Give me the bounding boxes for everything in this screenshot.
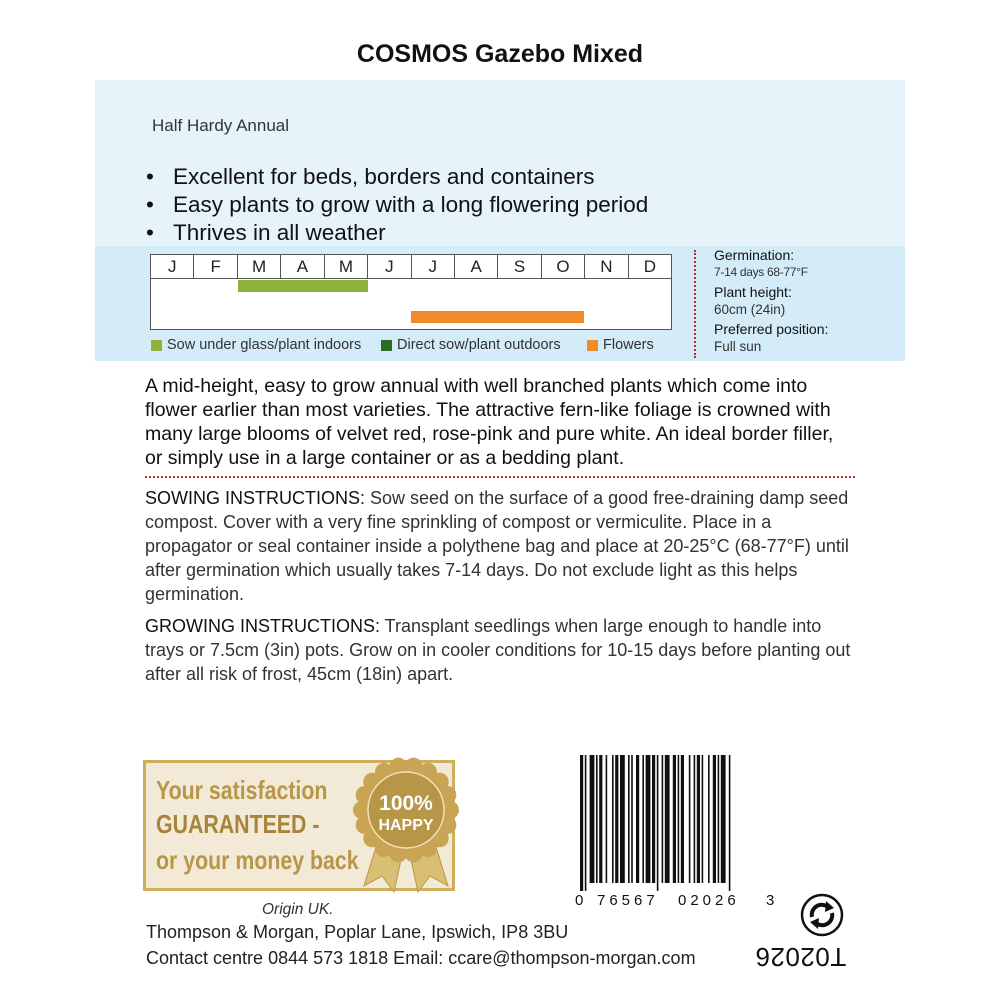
barcode-bar	[689, 755, 691, 883]
growing-text: Transplant seedlings when large enough to handle into trays or 7.5cm (3in) pots. Grow on in cooler conditions for 10-15 days before planting out after all risk of frost, 45cm (18in) apart.	[145, 616, 851, 684]
feature-item: • Thrives in all weather	[146, 220, 386, 245]
info-divider	[694, 250, 696, 358]
barcode-bar	[642, 755, 644, 883]
guarantee-line: GUARANTEED -	[156, 809, 320, 839]
barcode-bar	[702, 755, 704, 883]
barcode-bar	[713, 755, 716, 883]
seal-percent: 100%	[379, 792, 433, 815]
barcode-bar	[662, 755, 664, 883]
guarantee-line: or your money back	[156, 845, 359, 875]
germination-value: 7-14 days 68-77°F	[714, 265, 808, 279]
bullet-icon: •	[146, 220, 154, 245]
contact-info: Contact centre 0844 573 1818 Email: ccare@thompson-morgan.com	[146, 948, 696, 968]
barcode-bar	[657, 755, 659, 891]
position-label: Preferred position:	[714, 321, 829, 337]
barcode-digit: 3	[766, 892, 775, 909]
month-cell: A	[455, 255, 498, 278]
legend-swatch	[587, 340, 598, 351]
germination-label: Germination:	[714, 247, 795, 263]
barcode-bar	[708, 755, 710, 883]
legend-swatch	[381, 340, 392, 351]
month-cell: M	[238, 255, 281, 278]
feature-list	[146, 163, 648, 247]
barcode-bar	[646, 755, 651, 883]
barcode-bar	[694, 755, 696, 883]
barcode-bar	[636, 755, 639, 883]
legend-sow-indoors: Sow under glass/plant indoors	[151, 337, 361, 353]
bullet-icon: •	[146, 192, 154, 217]
origin: Origin UK.	[262, 901, 334, 918]
happy-seal-icon	[350, 754, 462, 894]
section-divider	[145, 476, 855, 478]
barcode-bar	[652, 755, 655, 883]
barcode-digit: 0	[575, 892, 584, 909]
month-cell: A	[281, 255, 324, 278]
sowing-text: Sow seed on the surface of a good free-draining damp seed compost. Cover with a very fine sprinkling of compost or vermiculite. Place in a propagator or seal container inside a polythene bag and place at 20-25°C (68-77°F) until after germination which usually takes 7-14 days. Do not exclude light as this helps germination.	[145, 488, 849, 604]
growing-instructions	[145, 614, 855, 686]
barcode-bar	[631, 755, 633, 883]
month-cell: J	[368, 255, 411, 278]
barcode-bar	[665, 755, 670, 883]
barcode	[575, 755, 775, 909]
barcode-bar	[697, 755, 700, 883]
barcode-bar	[585, 755, 587, 891]
month-cell: J	[412, 255, 455, 278]
guarantee-line: Your satisfaction	[156, 775, 328, 805]
barcode-bar	[628, 755, 630, 883]
calendar-bar-sow-indoors	[238, 280, 368, 292]
legend-swatch	[151, 340, 162, 351]
barcode-bar	[580, 755, 583, 891]
month-cell: N	[585, 255, 628, 278]
month-cell: O	[542, 255, 585, 278]
barcode-bar	[599, 755, 602, 883]
growing-info	[714, 247, 904, 358]
plant-type: Half Hardy Annual	[152, 116, 290, 135]
month-row	[151, 255, 671, 279]
calendar-bar-flowers	[411, 311, 584, 323]
barcode-bar	[718, 755, 720, 883]
product-code: T02026	[755, 942, 847, 972]
legend-flowers: Flowers	[587, 337, 654, 353]
description: A mid-height, easy to grow annual with well branched plants which come into flower earlier than most varieties. The attractive fern-like foliage is crowned with many large blooms of velvet red, rose-pink and pure white. An ideal border filler, or simply use in a large container or as a bedding plant.	[145, 375, 834, 469]
barcode-digit: 02026	[678, 892, 740, 909]
recycle-icon	[800, 893, 844, 937]
barcode-bar	[678, 755, 680, 883]
seal-word: HAPPY	[378, 817, 434, 834]
feature-item: • Excellent for beds, borders and containers	[146, 164, 595, 189]
height-value: 60cm (24in)	[714, 302, 786, 317]
feature-item: • Easy plants to grow with a long flowering period	[146, 192, 649, 217]
barcode-bar	[620, 755, 625, 883]
month-cell: S	[498, 255, 541, 278]
month-cell: M	[325, 255, 368, 278]
month-cell: J	[151, 255, 194, 278]
month-cell: F	[194, 255, 237, 278]
barcode-bar	[596, 755, 598, 883]
position-value: Full sun	[714, 339, 762, 354]
barcode-bar	[721, 755, 726, 883]
bullet-icon: •	[146, 164, 154, 189]
barcode-bar	[606, 755, 608, 883]
legend-direct-sow: Direct sow/plant outdoors	[381, 337, 561, 353]
sowing-heading: SOWING INSTRUCTIONS:	[145, 488, 365, 508]
barcode-bar	[612, 755, 614, 883]
month-cell: D	[643, 257, 656, 276]
sowing-calendar	[150, 254, 672, 330]
company-address: Thompson & Morgan, Poplar Lane, Ipswich, IP8 3BU	[146, 922, 569, 942]
barcode-bar	[681, 755, 684, 883]
barcode-bar	[673, 755, 676, 883]
barcode-bar	[590, 755, 595, 883]
barcode-bar	[615, 755, 618, 883]
barcode-digit: 76567	[597, 892, 659, 909]
product-title: COSMOS Gazebo Mixed	[356, 40, 644, 68]
height-label: Plant height:	[714, 284, 792, 300]
barcode-bar	[729, 755, 731, 891]
growing-heading: GROWING INSTRUCTIONS:	[145, 616, 380, 636]
sowing-instructions	[145, 486, 855, 606]
